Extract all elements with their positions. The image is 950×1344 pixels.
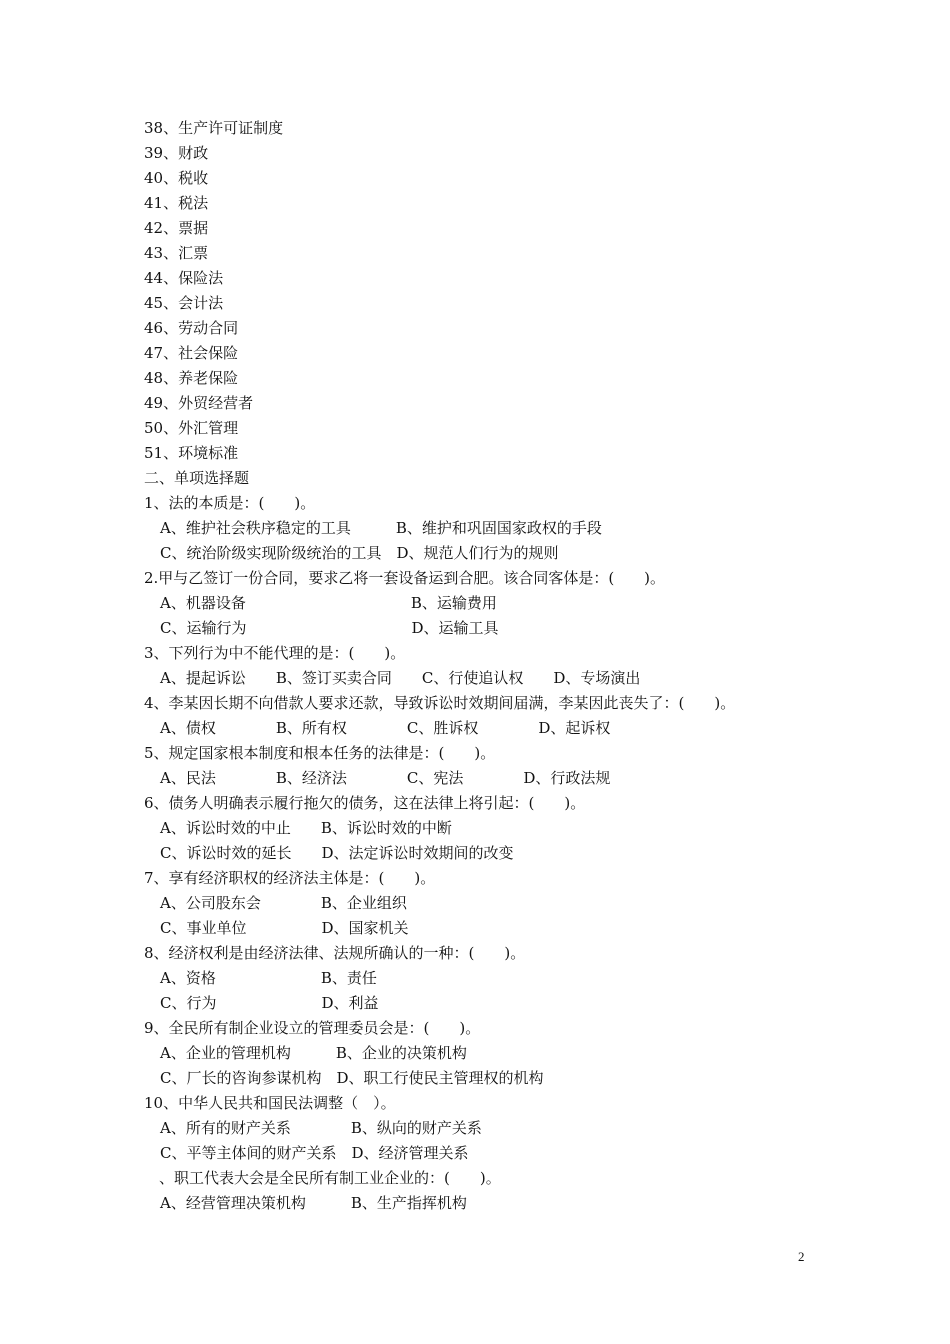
page-content bbox=[144, 116, 844, 1216]
term-item: 47、社会保险 bbox=[144, 344, 239, 362]
question-stem: 10、中华人民共和国民法调整（ ）。 bbox=[144, 1094, 396, 1112]
question-stem: 4、李某因长期不向借款人要求还款，导致诉讼时效期间届满，李某因此丧失了：( )。 bbox=[144, 694, 736, 712]
question bbox=[144, 866, 844, 941]
question-options: A、民法 B、经济法 C、宪法 D、行政法规 bbox=[160, 769, 611, 787]
term-item: 42、票据 bbox=[144, 219, 209, 237]
question-options: C、统治阶级实现阶级统治的工具 D、规范人们行为的规则 bbox=[160, 544, 559, 562]
term-item: 44、保险法 bbox=[144, 269, 224, 287]
question-stem: 8、经济权利是由经济法律、法规所确认的一种：( )。 bbox=[144, 944, 526, 962]
question-stem: 、职工代表大会是全民所有制工业企业的：( )。 bbox=[144, 1169, 501, 1187]
question-options: C、厂长的咨询参谋机构 D、职工行使民主管理权的机构 bbox=[160, 1069, 544, 1087]
question-stem: 3、下列行为中不能代理的是：( )。 bbox=[144, 644, 406, 662]
question bbox=[144, 1016, 844, 1091]
question-options: A、公司股东会 B、企业组织 bbox=[160, 894, 407, 912]
term-item: 40、税收 bbox=[144, 169, 209, 187]
term-item: 50、外汇管理 bbox=[144, 419, 239, 437]
question bbox=[144, 566, 844, 641]
question bbox=[144, 741, 844, 791]
question-options: A、诉讼时效的中止 B、诉讼时效的中断 bbox=[160, 819, 452, 837]
question bbox=[144, 791, 844, 866]
term-item: 48、养老保险 bbox=[144, 369, 239, 387]
question-stem: 7、享有经济职权的经济法主体是：( )。 bbox=[144, 869, 436, 887]
term-item: 51、环境标准 bbox=[144, 444, 239, 462]
question-options: A、维护社会秩序稳定的工具 B、维护和巩固国家政权的手段 bbox=[160, 519, 602, 537]
question-options: A、资格 B、责任 bbox=[160, 969, 377, 987]
term-item: 43、汇票 bbox=[144, 244, 209, 262]
question bbox=[144, 641, 844, 691]
question-options: C、平等主体间的财产关系 D、经济管理关系 bbox=[160, 1144, 469, 1162]
term-item: 49、外贸经营者 bbox=[144, 394, 254, 412]
question-options: A、提起诉讼 B、签订买卖合同 C、行使追认权 D、专场演出 bbox=[160, 669, 641, 687]
term-item: 39、财政 bbox=[144, 144, 209, 162]
question bbox=[144, 941, 844, 1016]
question bbox=[144, 1166, 844, 1216]
question-stem: 9、全民所有制企业设立的管理委员会是：( )。 bbox=[144, 1019, 481, 1037]
question-options: C、行为 D、利益 bbox=[160, 994, 379, 1012]
term-item: 38、生产许可证制度 bbox=[144, 119, 284, 137]
question-options: C、运输行为 D、运输工具 bbox=[160, 619, 499, 637]
term-item: 45、会计法 bbox=[144, 294, 224, 312]
question-stem: 1、法的本质是：( )。 bbox=[144, 494, 316, 512]
question-options: A、企业的管理机构 B、企业的决策机构 bbox=[160, 1044, 467, 1062]
page-number: 2 bbox=[798, 1249, 805, 1264]
term-item: 41、税法 bbox=[144, 194, 209, 212]
question-options: A、机器设备 B、运输费用 bbox=[160, 594, 497, 612]
question-options: A、经营管理决策机构 B、生产指挥机构 bbox=[160, 1194, 467, 1212]
question-stem: 5、规定国家根本制度和根本任务的法律是：( )。 bbox=[144, 744, 496, 762]
question-stem: 2.甲与乙签订一份合同，要求乙将一套设备运到合肥。该合同客体是：( )。 bbox=[144, 569, 666, 587]
term-item: 46、劳动合同 bbox=[144, 319, 239, 337]
question bbox=[144, 491, 844, 566]
question-options: A、所有的财产关系 B、纵向的财产关系 bbox=[160, 1119, 482, 1137]
section-heading: 二、单项选择题 bbox=[144, 469, 250, 487]
question-options: A、债权 B、所有权 C、胜诉权 D、起诉权 bbox=[160, 719, 611, 737]
question-stem: 6、债务人明确表示履行拖欠的债务，这在法律上将引起：( )。 bbox=[144, 794, 586, 812]
question-options: C、事业单位 D、国家机关 bbox=[160, 919, 409, 937]
question-options: C、诉讼时效的延长 D、法定诉讼时效期间的改变 bbox=[160, 844, 514, 862]
question bbox=[144, 1091, 844, 1166]
question bbox=[144, 691, 844, 741]
